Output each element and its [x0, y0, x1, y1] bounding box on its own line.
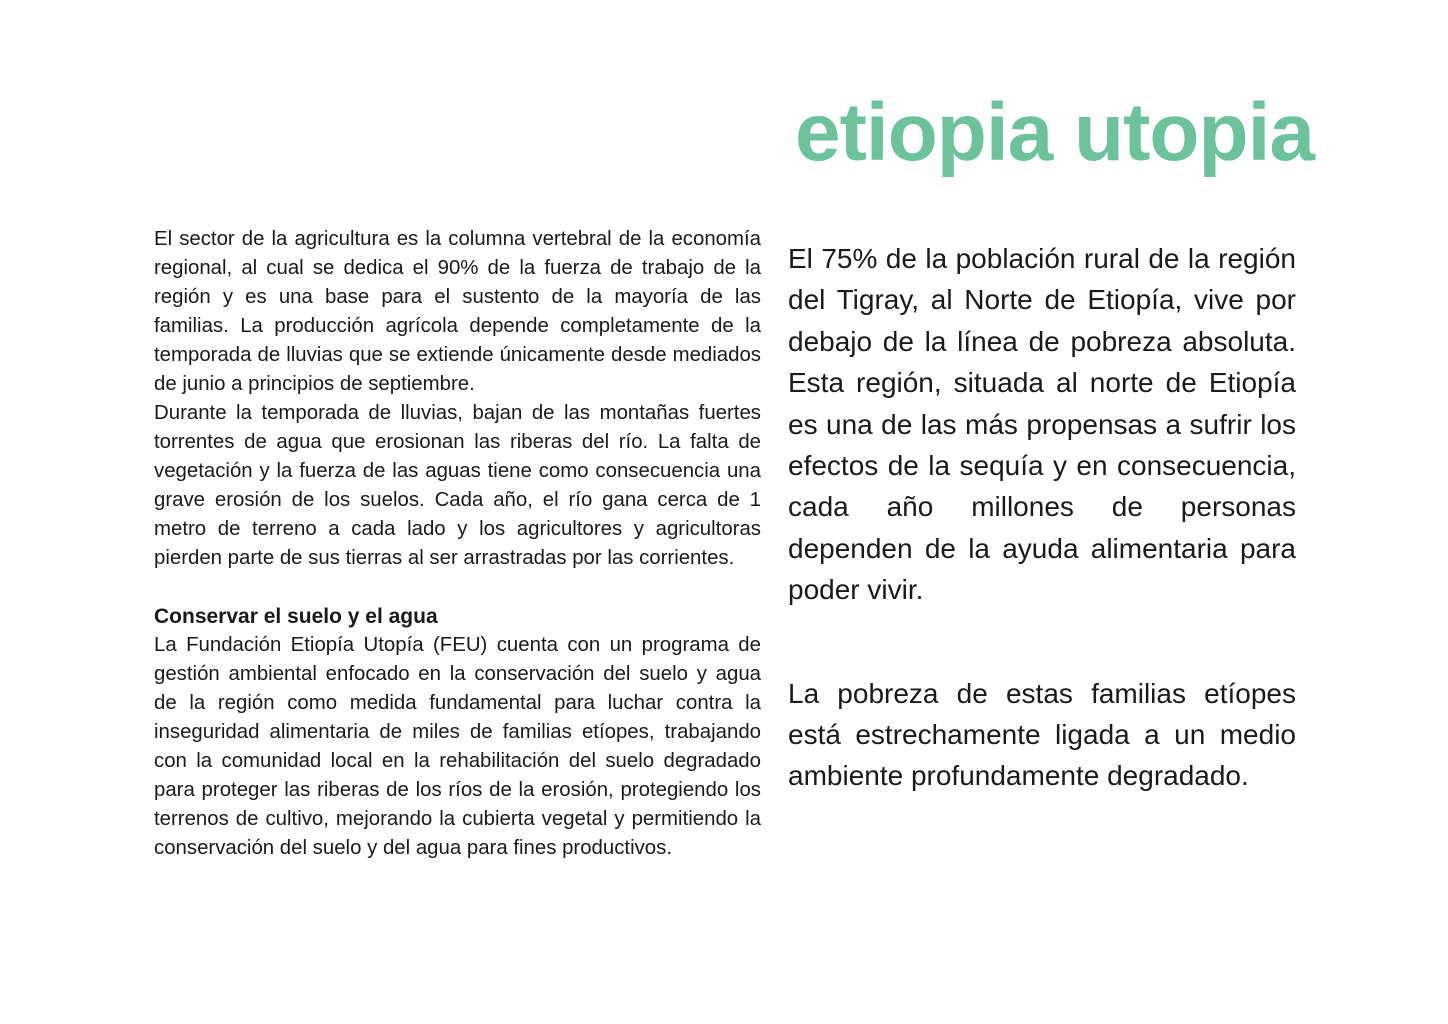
page-title: etiopia utopia — [795, 87, 1314, 178]
rain-season-paragraph: Durante la temporada de lluvias, bajan de las montañas fuertes torrentes de agua que erosionan las riberas del río. La falta de vegetación y la fuerza de las aguas tiene como consecuencia una grave erosión de los suelos. Cada año, el río gana cerca de 1 metro de terreno a cada lado y los agricultores y agricultoras pierden parte de sus tierras al ser arrastradas por las corrientes. — [154, 402, 761, 569]
paragraph-spacer — [788, 611, 1296, 673]
program-paragraph: La Fundación Etiopía Utopía (FEU) cuenta con un programa de gestión ambiental enfocado en la conservación del suelo y agua de la región como medida fundamental para luchar contra la inseguridad alimentaria de miles de familias etíopes, trabajando con la comunidad local en la rehabilitación del suelo degradado para proteger las riberas de los ríos de la erosión, protegiendo los terrenos de cultivo, mejorando la cubierta vegetal y permitiendo la conservación del suelo y del agua para fines productivos. — [154, 634, 761, 859]
highlight-paragraph: El 75% de la población rural de la región del Tigray, al Norte de Etiopía, vive por debajo de la línea de pobreza absoluta. Esta región, situada al norte de Etiopía es una de las más propensas a sufrir los efectos de la sequía y en consecuencia, cada año millones de personas dependen de la ayuda alimentaria para poder vivir. — [788, 243, 1296, 606]
paragraph-spacer — [154, 573, 761, 602]
right-column — [788, 238, 1296, 797]
highlight-paragraph-secondary: La pobreza de estas familias etíopes está estrechamente ligada a un medio ambiente profundamente degradado. — [788, 677, 1296, 792]
section-heading: Conservar el suelo y el agua — [154, 605, 438, 628]
intro-paragraph: El sector de la agricultura es la columna vertebral de la economía regional, al cual se dedica el 90% de la fuerza de trabajo de la región y es una base para el sustento de la mayoría de las familias. La producción agrícola depende completamente de la temporada de lluvias que se extiende únicamente desde mediados de junio a principios de septiembre. — [154, 228, 761, 395]
left-column — [154, 225, 761, 863]
